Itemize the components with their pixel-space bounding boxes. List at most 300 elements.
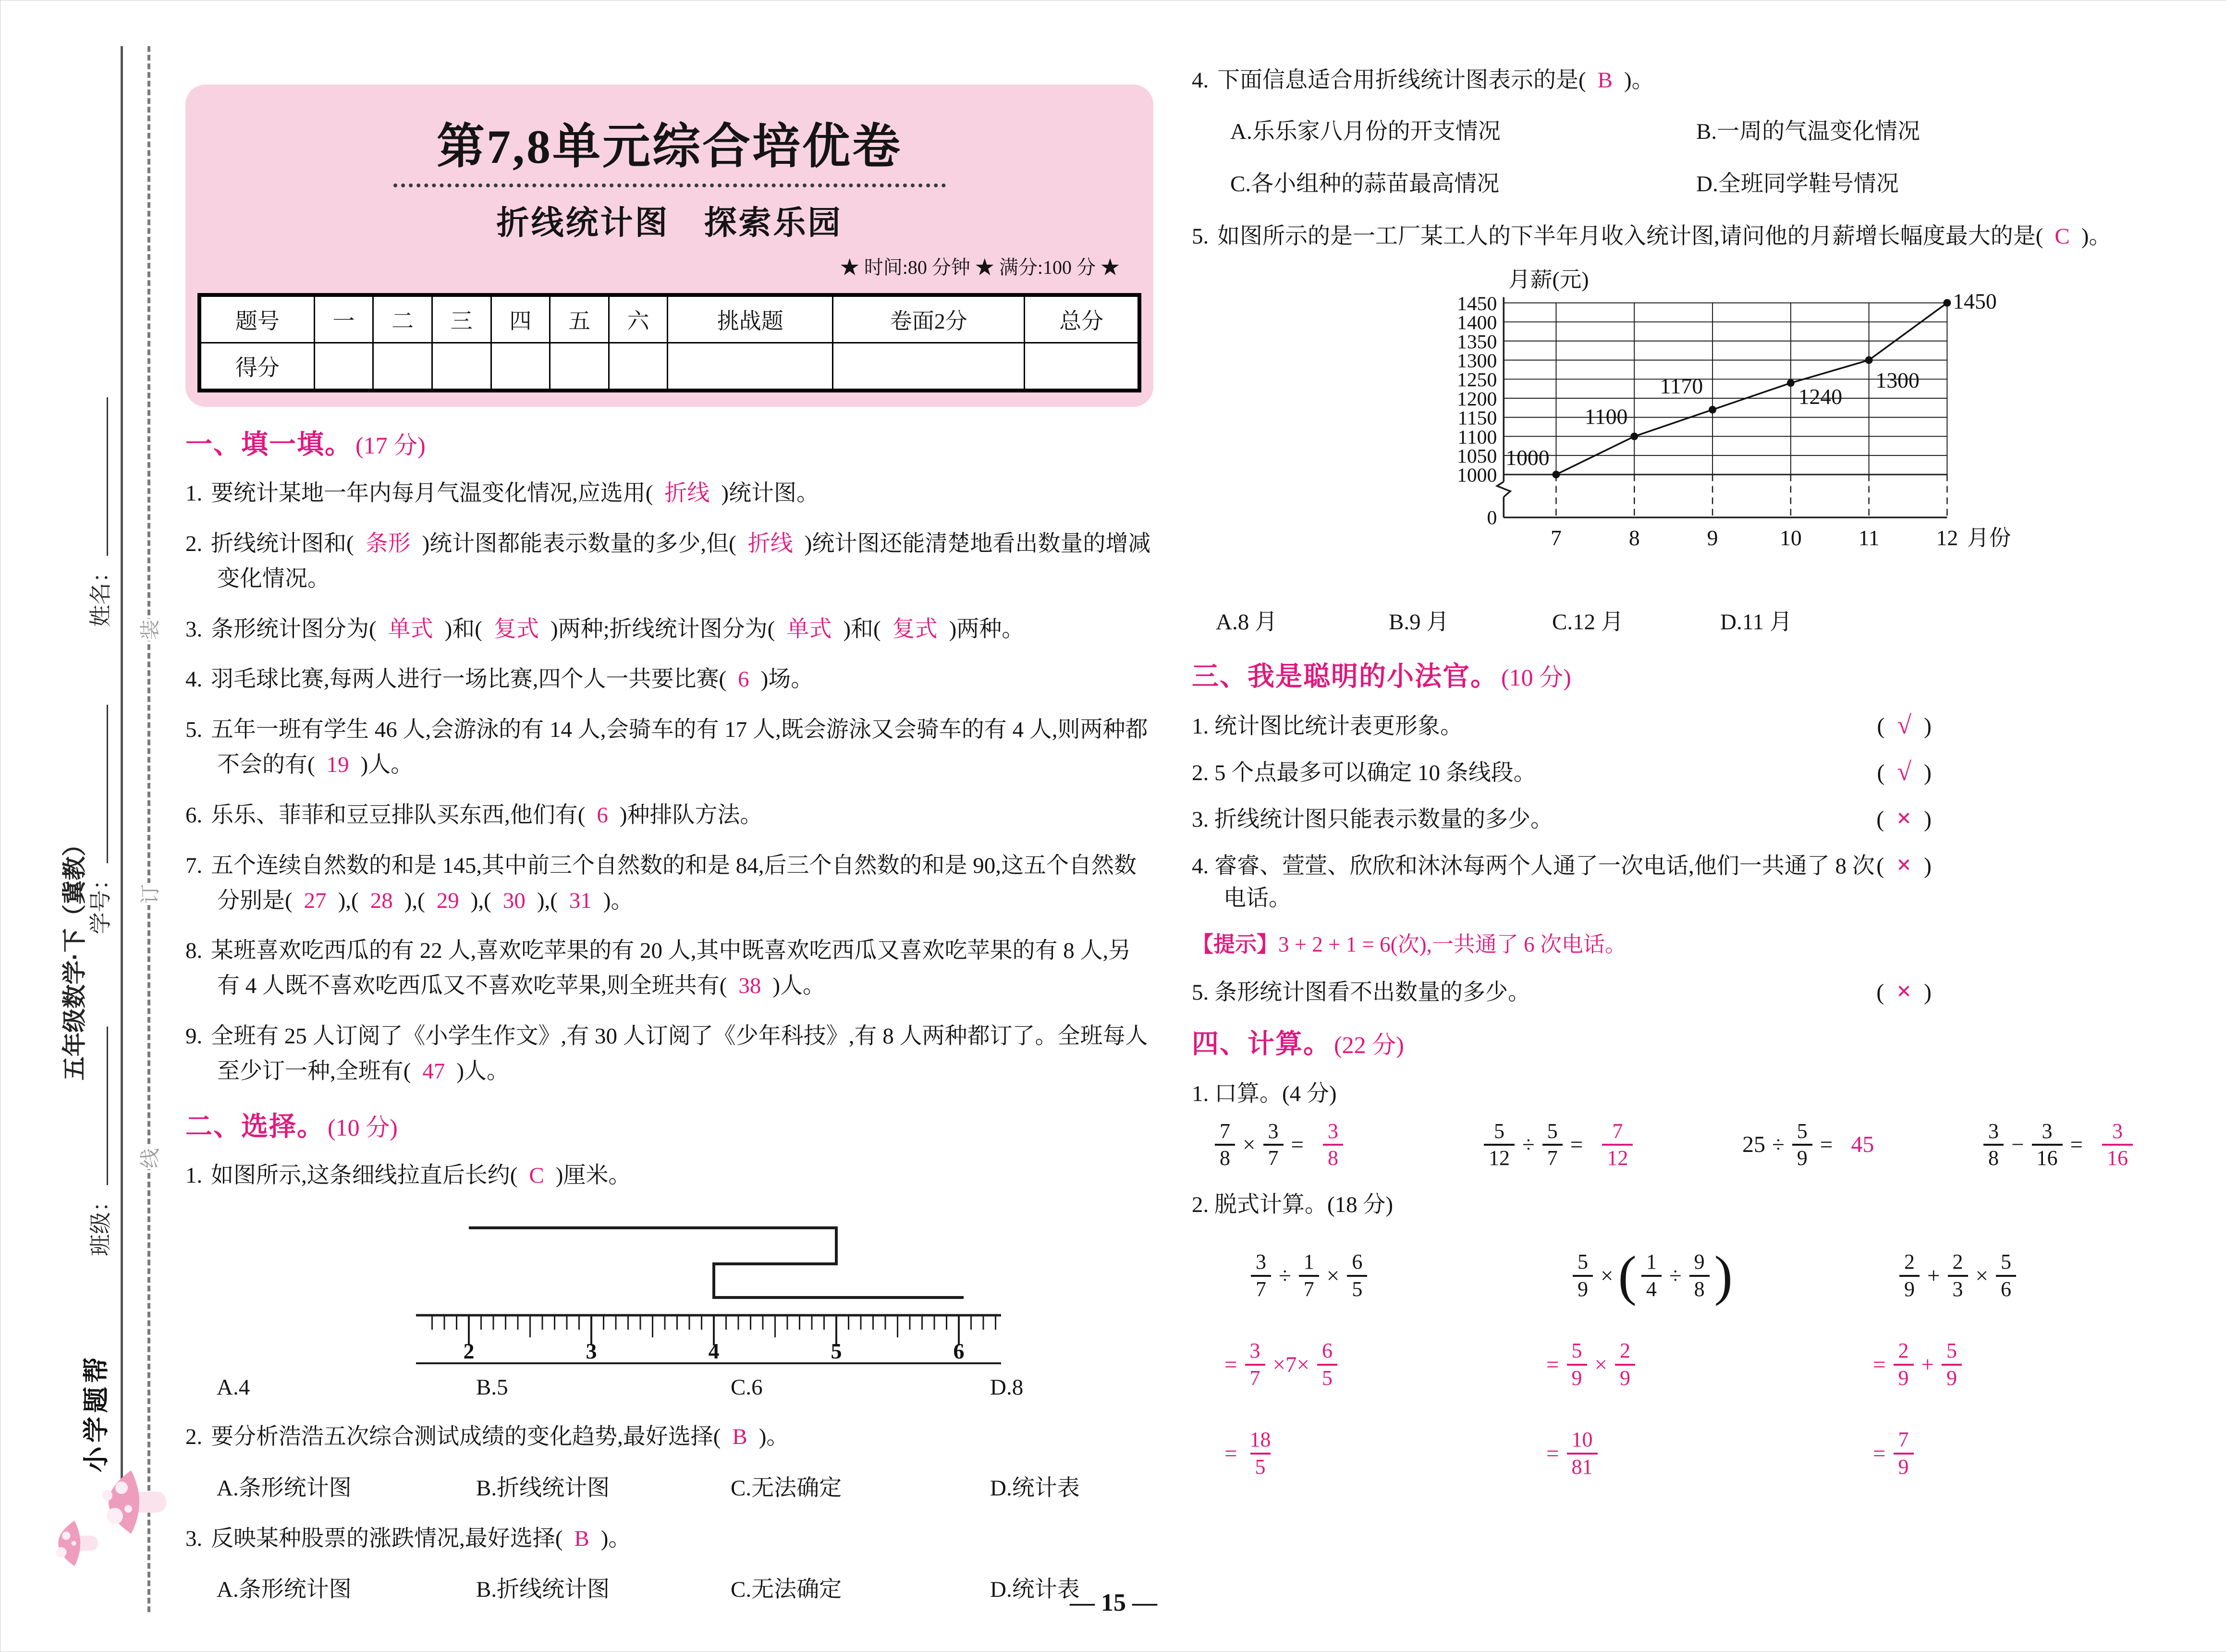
judge-mark [1876,976,1932,1006]
x-axis-title: 月份 [1967,525,2011,550]
data-point [1553,471,1560,478]
wire-shape [469,1228,964,1297]
question-text: ),( [537,888,558,913]
option-label: A.8 月 [1216,609,1277,635]
question-text: 五个连续自然数的和是 145,其中前三个自然数的和是 84,后三个自然数的和是 90,这五个自然数分别是( [211,853,1137,913]
numerator: 2 [1620,1339,1631,1363]
steps-line [1869,1231,2201,1320]
dotted-rule [393,184,946,187]
score-empty-cell [550,343,609,391]
operator: ÷ [1522,1132,1535,1157]
fraction [1641,1251,1662,1300]
numerator: 5 [1571,1339,1582,1363]
question-number: 5. [185,717,208,743]
data-point [1709,406,1716,414]
salary-line-chart [1432,269,2201,596]
section-calc-title: 四、计算。 (22 分) [1192,1028,1404,1059]
denominator: 8 [1983,1144,2004,1169]
answer-blank: 30 [502,888,526,913]
option-label: A.乐乐家八月份的开支情况 [1230,119,1501,144]
score-header-cell: 总分 [1025,295,1139,343]
choice-q4-text [1192,63,2201,98]
numerator: 5 [1797,1119,1808,1143]
option-label: D.8 [990,1374,1024,1400]
question-text: )。 [603,888,634,913]
right-column [1192,63,2201,1498]
fraction [1983,1120,2004,1169]
steps-column [1869,1231,2201,1498]
denominator: 6 [1996,1275,2016,1300]
operator: × [1243,1132,1256,1157]
question-text: )厘米。 [555,1163,631,1188]
fraction [1792,1120,1812,1169]
section-choice-title: 二、选择。 (10 分) [185,1111,398,1141]
question-number: 4. [185,667,208,692]
choice-q3-text [185,1521,1153,1556]
question-text: )。 [2081,223,2112,249]
y-tick-label: 1300 [1456,350,1497,372]
judge-list [1192,708,2201,1006]
question-text: )场。 [760,667,814,692]
choice-q3 [185,1521,1153,1556]
numerator: 5 [1578,1250,1588,1274]
question-text: 五年一班有学生 46 人,会游泳的有 14 人,会骑车的有 17 人,既会游泳又会骑车的有 4 人,则两种都不会的有( [211,717,1148,778]
paren-close: ) [1924,759,1932,785]
question-text: ),( [470,888,491,913]
option-label: C.12 月 [1552,609,1624,635]
paper-subtitle: 折线统计图 探索乐园 [496,205,843,241]
numerator: 5 [2001,1250,2012,1274]
operator: ÷ [1279,1263,1291,1288]
fill-question [185,933,1153,1003]
fraction [1689,1251,1710,1300]
numerator: 7 [1898,1428,1909,1452]
numerator: 3 [1268,1119,1279,1143]
denominator: 9 [1894,1364,1914,1389]
numerator: 3 [1249,1339,1260,1363]
choice-q1-text [185,1158,1153,1193]
x-tick-label: 11 [1858,525,1880,550]
judge-item [1192,801,2201,833]
steps-column [1221,1231,1542,1498]
oral-calc-row [1192,1120,2201,1169]
question-text: )统计图还能清楚地看出数量的增减变化情况。 [217,531,1151,591]
option-label: A.条形统计图 [217,1577,352,1603]
fraction [1245,1429,1276,1478]
steps-line [1542,1320,1869,1409]
choice-q4-options [1192,113,2201,198]
score-empty-cell [609,343,668,391]
denominator: 9 [1567,1364,1587,1389]
steps-line [1869,1409,2201,1498]
y-axis-title: 月薪(元) [1508,269,1589,292]
score-header-cell: 二 [373,295,432,343]
fill-question [185,1019,1153,1089]
paren-close: ) [1924,853,1932,879]
answer-blank: 条形 [365,531,411,556]
paren-close: ) [1924,713,1932,739]
paren-open: ( [1877,759,1885,785]
answer-blank: C [529,1163,544,1188]
question-text: 乐乐、菲菲和豆豆排队买东西,他们有( [211,802,586,828]
fraction [1894,1429,1914,1478]
score-empty-cell [491,343,550,391]
score-header-cell: 三 [432,295,491,343]
judge-answer: √ [1897,710,1912,739]
fill-question [185,712,1153,783]
mushroom-icon [29,1451,173,1595]
denominator: 8 [1689,1275,1710,1300]
binding-char: 订 [133,883,165,905]
operator: = [1873,1441,1886,1466]
score-empty-cell [432,343,491,391]
numerator: 3 [1988,1119,1999,1143]
question-text: 1. 统计图比统计表更形象。 [1192,713,1463,739]
ruler-number: 4 [708,1338,720,1363]
axis-break [1497,481,1510,497]
x-tick-label: 7 [1551,525,1562,550]
operator: = [1570,1132,1583,1157]
brand-logo-text: 小学题帮 [82,1353,111,1472]
hint-label: 【提示】 [1192,931,1279,956]
judge-mark [1877,757,1932,786]
fraction [1590,1120,1644,1169]
choice-q2 [185,1419,1153,1455]
question-text: 3. 折线统计图只能表示数量的多少。 [1192,807,1553,832]
choice-q4 [1192,63,2201,98]
fraction [1311,1120,1355,1169]
operator: × [1975,1263,1989,1288]
denominator: 5 [1317,1364,1337,1389]
operator: × [1326,1263,1340,1288]
operator: × [1594,1352,1608,1377]
denominator: 16 [2032,1144,2063,1169]
answer-blank: 复式 [493,616,539,642]
question-text: 要分析浩浩五次综合测试成绩的变化趋势,最好选择( [211,1424,721,1449]
options-row [185,1374,1153,1400]
fill-question [185,798,1153,833]
question-number: 4. [1192,68,1214,93]
data-value-label: 1300 [1875,367,1920,392]
ruler-number: 2 [463,1338,475,1363]
ruler-figure [397,1209,1153,1370]
score-header-cell: 题号 [199,295,314,343]
fill-question [185,526,1153,597]
oral-expression [1211,1120,1480,1169]
option-label: B.9 月 [1389,609,1449,635]
question-text: )人。 [360,752,414,778]
question-text: 羽毛球比赛,每两人进行一场比赛,四个人一共要比赛( [211,667,727,692]
data-value-label: 1100 [1584,404,1628,429]
fraction [1317,1340,1337,1389]
question-text: ),( [404,888,425,913]
operator: = [1820,1132,1833,1157]
y-tick-label: 1400 [1456,311,1497,334]
score-header-row [199,295,1139,343]
id-label: 学号： [88,868,113,934]
score-empty-cell [833,343,1025,391]
fraction [1215,1120,1235,1169]
answer-blank: 28 [370,888,393,913]
answer-blank: B [574,1526,589,1551]
operator: + [1921,1352,1934,1377]
numerator: 6 [1352,1250,1363,1274]
denominator: 7 [1251,1275,1271,1300]
answer-blank: 折线 [747,531,793,556]
options-row [1192,604,2201,636]
steps-line [1221,1231,1542,1320]
paren-open: ( [1876,853,1884,879]
score-header-cell: 挑战题 [668,295,833,343]
operator: = [1873,1352,1886,1377]
denominator: 5 [1347,1275,1367,1300]
data-value-label: 1450 [1953,289,1997,314]
paren-open: ( [1876,806,1884,832]
operator: = [2070,1132,2083,1157]
question-number: 8. [185,938,208,964]
judge-mark [1876,850,1932,880]
question-text: 某班喜欢吃西瓜的有 22 人,喜欢吃苹果的有 20 人,其中既喜欢吃西瓜又喜欢吃苹果的有 8 人,另有 4 人既不喜欢吃西瓜又不喜欢吃苹果,则全班共有( [211,938,1131,999]
numerator: 9 [1694,1250,1705,1274]
steps-line: $\frac{5}{9}$ × ( $\frac{1}{4}$ ÷ $\frac{9}{8}$ ) [1542,1231,1869,1320]
answer-blank: 复式 [892,616,938,642]
option-label: B.5 [476,1374,508,1400]
fill-question [185,612,1153,647]
option-label: A.4 [217,1374,250,1400]
judge-answer: × [1896,976,1912,1005]
numerator: 3 [2042,1119,2053,1143]
numerator: 5 [1494,1119,1504,1143]
ruler-number: 5 [831,1338,842,1363]
question-number: 7. [185,853,208,878]
question-text: 要统计某地一年内每月气温变化情况,应选用( [211,481,653,506]
ruler-number: 6 [953,1338,965,1363]
question-text: 5. 条形统计图看不出数量的多少。 [1192,979,1530,1005]
denominator: 9 [1894,1453,1914,1478]
question-number: 6. [185,802,208,828]
x-tick-label: 12 [1936,525,1958,550]
number: 45 [1851,1132,1874,1158]
operator: = [1224,1441,1237,1466]
numerator: 18 [1249,1428,1271,1452]
oral-expression [1480,1120,1739,1169]
answer-blank: C [2055,223,2070,249]
option-label: A.条形统计图 [217,1475,352,1501]
score-header-cell: 六 [609,295,668,343]
steps-line [1542,1409,1869,1498]
numerator: 5 [1547,1119,1558,1143]
question-text: )统计图。 [721,481,819,506]
score-empty-cell [373,343,432,391]
operator: = [1224,1352,1237,1377]
oral-calc-label: 1. 口算。(4 分) [1192,1081,1337,1106]
question-text: 折线统计图和( [211,531,354,556]
question-number: 3. [185,1526,208,1551]
paren-close: ) [1924,806,1932,832]
score-header-cell: 五 [550,295,609,343]
header-card [185,85,1153,407]
fill-question [185,662,1153,697]
choice-q2-text [185,1419,1153,1455]
question-number: 5. [1192,223,1214,249]
fraction [1894,1340,1914,1389]
fraction [1347,1251,1367,1300]
x-tick-label: 10 [1780,525,1802,550]
question-text: 4. 睿睿、萱萱、欣欣和沐沐每两个人通了一次电话,他们一共通了 8 次电话。 [1192,853,1875,911]
fraction [1899,1251,1920,1300]
class-label: 班级： [88,1190,113,1256]
answer-blank: 38 [738,973,761,999]
numerator: 2 [1904,1250,1915,1274]
question-number: 1. [185,481,208,506]
denominator: 8 [1323,1144,1343,1169]
steps-calc-label: 2. 脱式计算。(18 分) [1192,1192,1394,1218]
score-header-cell: 卷面2分 [833,295,1025,343]
fraction [1573,1251,1593,1300]
answer-blank: 29 [436,888,459,913]
choice-q5 [1192,219,2201,254]
question-text: )人。 [456,1058,510,1084]
hint-line [1192,927,2201,958]
judge-item [1192,974,2201,1006]
book-edition-label: 五年级数学·下（冀教） [61,832,88,1081]
question-text: 2. 5 个点最多可以确定 10 条线段。 [1192,760,1536,785]
option-label: C.无法确定 [731,1577,842,1603]
denominator: 7 [1542,1144,1563,1169]
denominator: 5 [1250,1453,1271,1478]
numerator: 2 [1952,1250,1963,1274]
fraction [1263,1120,1284,1169]
score-empty-cell [314,343,373,391]
fraction [1948,1251,1968,1300]
denominator: 9 [1899,1275,1920,1300]
chart-svg [1432,269,2128,594]
answer-blank: B [1597,68,1613,93]
question-text: 全班有 25 人订阅了《小学生作文》,有 30 人订阅了《少年科技》,有 8 人两种都订了。全班每人至少订一种,全班有( [211,1024,1148,1084]
y-tick-label: 1150 [1457,407,1497,429]
denominator: 9 [1615,1364,1635,1389]
option-label: C.无法确定 [731,1475,842,1501]
judge-item [1192,848,2201,912]
student-name-field [83,392,115,627]
choice-q5-text [1192,219,2201,254]
options-grid [1192,113,2201,198]
data-point [1630,432,1638,440]
question-text: )两种。 [949,616,1025,642]
ruler-number: 3 [586,1338,597,1363]
option-label: C.各小组种的蒜苗最高情况 [1230,171,1500,196]
fraction [1484,1120,1515,1169]
operator: = [1546,1352,1559,1377]
paper-title: 第7,8单元综合培优卷 [437,120,902,173]
steps-column [1542,1231,1869,1498]
class-blank [103,1027,108,1185]
binding-solid-line [121,46,123,1516]
fraction [1615,1340,1635,1389]
option-label: D.统计表 [990,1577,1080,1603]
question-text: )两种;折线统计图分为( [550,616,775,642]
option-label: D.统计表 [990,1475,1080,1501]
section-judge-title: 三、我是聪明的小法官。 (10 分) [1192,661,1571,691]
paren-open: ( [1877,713,1885,739]
choice-q5-options [1192,604,2201,636]
operator: ÷ [1772,1132,1785,1157]
fill-question [185,476,1153,511]
y-tick-label: 1050 [1456,445,1497,467]
denominator: 8 [1215,1144,1235,1169]
question-text: )和( [444,616,482,642]
denominator: 12 [1484,1144,1515,1169]
paren-open: ( [1876,979,1884,1005]
score-table-body [199,295,1139,391]
number: 25 [1742,1132,1765,1158]
hint-text: 3 + 2 + 1 = 6(次),一共通了 6 次电话。 [1278,932,1627,956]
operator: = [1546,1441,1559,1466]
numerator: 7 [1220,1119,1230,1143]
options-row [185,1470,1153,1502]
score-header-cell: 一 [314,295,373,343]
question-number: 2. [185,1424,208,1449]
judge-item [1192,755,2201,787]
binding-char: 装 [133,619,165,641]
steps-line [1221,1409,1542,1498]
option-label: C.6 [731,1374,763,1400]
data-point [1943,299,1951,306]
page-number: — 15 — [1070,1589,1157,1616]
data-point [1787,379,1795,387]
fraction [2032,1120,2063,1169]
denominator: 7 [1263,1144,1284,1169]
numerator: 6 [1322,1339,1333,1363]
numerator: 3 [1328,1119,1339,1143]
denominator: 7 [1245,1364,1265,1389]
y-origin-label: 0 [1487,506,1497,529]
question-text: 条形统计图分为( [211,616,377,642]
question-text: 如图所示的是一工厂某工人的下半年月收入统计图,请问他的月薪增长幅度最大的是( [1217,223,2043,249]
operator: = [1291,1132,1304,1157]
score-table [197,293,1141,392]
denominator: 9 [1573,1275,1593,1300]
question-text: )和( [843,616,881,642]
question-text: 下面信息适合用折线统计图表示的是( [1217,68,1586,93]
operator: − [2011,1132,2024,1157]
judge-mark [1876,803,1932,833]
judge-mark [1877,710,1932,740]
x-tick-label: 9 [1707,525,1718,550]
question-number: 9. [185,1024,208,1049]
score-empty-cell [1025,343,1139,391]
numerator: 2 [1898,1339,1909,1363]
option-label: B.一周的气温变化情况 [1696,119,1920,144]
numerator: 10 [1571,1428,1593,1452]
paren-close: ) [1924,979,1932,1005]
steps-calc-grid [1192,1231,2201,1498]
steps-line [1221,1320,1542,1409]
fraction [1245,1340,1265,1389]
judge-answer: √ [1897,757,1912,786]
choice-q1-options [185,1374,1153,1400]
steps-line [1869,1320,2201,1409]
question-text: )统计图都能表示数量的多少,但( [422,531,736,556]
answer-blank: 单式 [388,616,433,642]
choice-q1 [185,1158,1153,1193]
fraction [1542,1120,1563,1169]
denominator: 4 [1641,1275,1662,1300]
section-fill-title: 一、填一填。 (17 分) [185,429,426,459]
fill-questions [185,476,1153,1089]
numerator: 5 [1946,1339,1957,1363]
fraction [1942,1340,1962,1389]
